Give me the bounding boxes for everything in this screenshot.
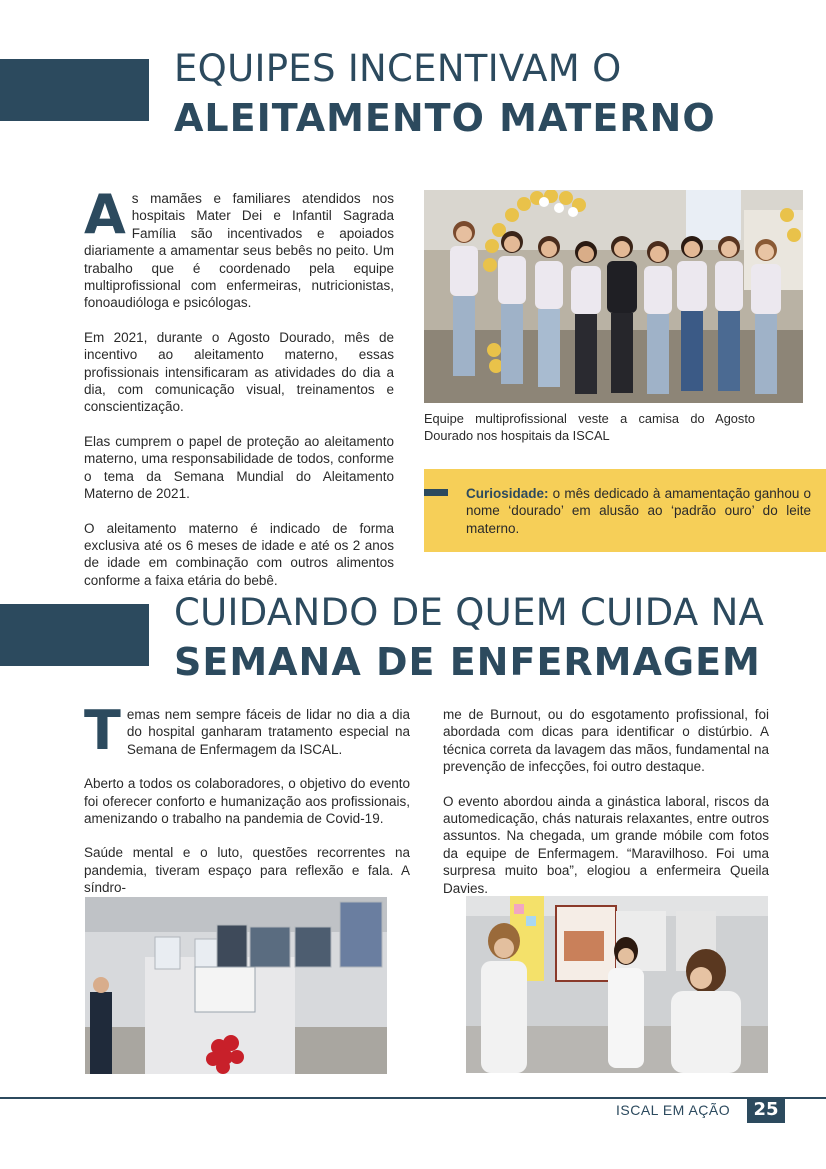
section1-title-line1: EQUIPES INCENTIVAM O [174, 47, 622, 90]
section1-paragraph: As mamães e familiares atendidos nos hospitais Mater Dei e Infantil Sagrada Família são incentivados e apoiados diariamente a amamentar seus bebês no peito. Um trabalho que é coordenado pela equipe multiprofissional com enfermeiras, nutricionistas, fonoaudióloga e psicólogas. [84, 183, 394, 311]
section2-dropcap: T [84, 699, 121, 762]
section1-paragraph: Elas cumprem o papel de proteção ao aleitamento materno, uma responsabilidade de todos, conforme o tema da Semana Mundial do Aleitamento Materno de 2021. [84, 433, 394, 502]
page-number: 25 [747, 1097, 785, 1123]
section1-title-bar [0, 59, 149, 121]
section2-title-line2: SEMANA DE ENFERMAGEM [174, 640, 761, 684]
section1-dropcap: A [84, 183, 126, 246]
section2-paragraph: me de Burnout, ou do esgotamento profissional, foi abordada com dicas para identificar o distúrbio. A técnica correta da lavagem das mãos, fundamental na prevenção de infecções, foi outro destaque. [443, 707, 769, 775]
corridor-photo-illustration [85, 897, 387, 1074]
section1-body [84, 183, 394, 606]
section1-paragraph: O aleitamento materno é indicado de forma exclusiva até os 6 meses de idade e até os 2 anos de idade em combinação com outros alimentos conforme a faixa etária do bebê. [84, 520, 394, 588]
section1-paragraph: Em 2021, durante o Agosto Dourado, mês de incentivo ao aleitamento materno, essas profissionais intensificaram as atividades do dia a dia, com comunicação visual, treinamentos e conscientização. [84, 329, 394, 415]
curiosity-text: Curiosidade: o mês dedicado à amamentação ganhou o nome ‘dourado’ em alusão ao ‘padrão ouro’ do leite materno. [466, 486, 811, 536]
footer-label: ISCAL EM AÇÃO [616, 1102, 731, 1118]
section2-title-line1: CUIDANDO DE QUEM CUIDA NA [174, 591, 765, 634]
corridor-photo [85, 897, 387, 1074]
section2-right-column [443, 706, 769, 914]
team-photo-illustration [424, 190, 803, 403]
curiosity-dash [424, 489, 448, 496]
section2-paragraph: Aberto a todos os colaboradores, o objetivo do evento foi oferecer conforto e humanização aos profissionais, amenizando o trabalho na pandemia de Covid-19. [84, 776, 410, 827]
nurses-photo [466, 896, 768, 1073]
curiosity-label: Curiosidade: [466, 486, 549, 501]
team-photo-caption: Equipe multiprofissional veste a camisa do Agosto Dourado nos hospitais da ISCAL [424, 411, 755, 443]
curiosity-box [424, 469, 826, 552]
section2-paragraph: O evento abordou ainda a ginástica laboral, riscos da automedicação, chás naturais relaxantes, entre outros assuntos. Na chegada, um grande móbile com fotos da equipe de Enfermagem. “Maravilhoso. Foi uma surpresa muito boa”, elogiou a enfermeira Queila Davies. [443, 793, 769, 896]
section1-title-line2: ALEITAMENTO MATERNO [174, 96, 716, 140]
section2-left-column [84, 699, 410, 914]
section2-paragraph: Temas nem sempre fáceis de lidar no dia a dia do hospital ganharam tratamento especial na Semana de Enfermagem da ISCAL. [84, 699, 410, 762]
section2-title [174, 591, 765, 684]
team-photo [424, 190, 803, 403]
nurses-photo-illustration [466, 896, 768, 1073]
footer-rule [0, 1097, 826, 1099]
section2-title-bar [0, 604, 149, 666]
section2-paragraph: Saúde mental e o luto, questões recorrentes na pandemia, tiveram espaço para reflexão e fala. A síndro- [84, 845, 410, 896]
section1-title [174, 47, 716, 140]
